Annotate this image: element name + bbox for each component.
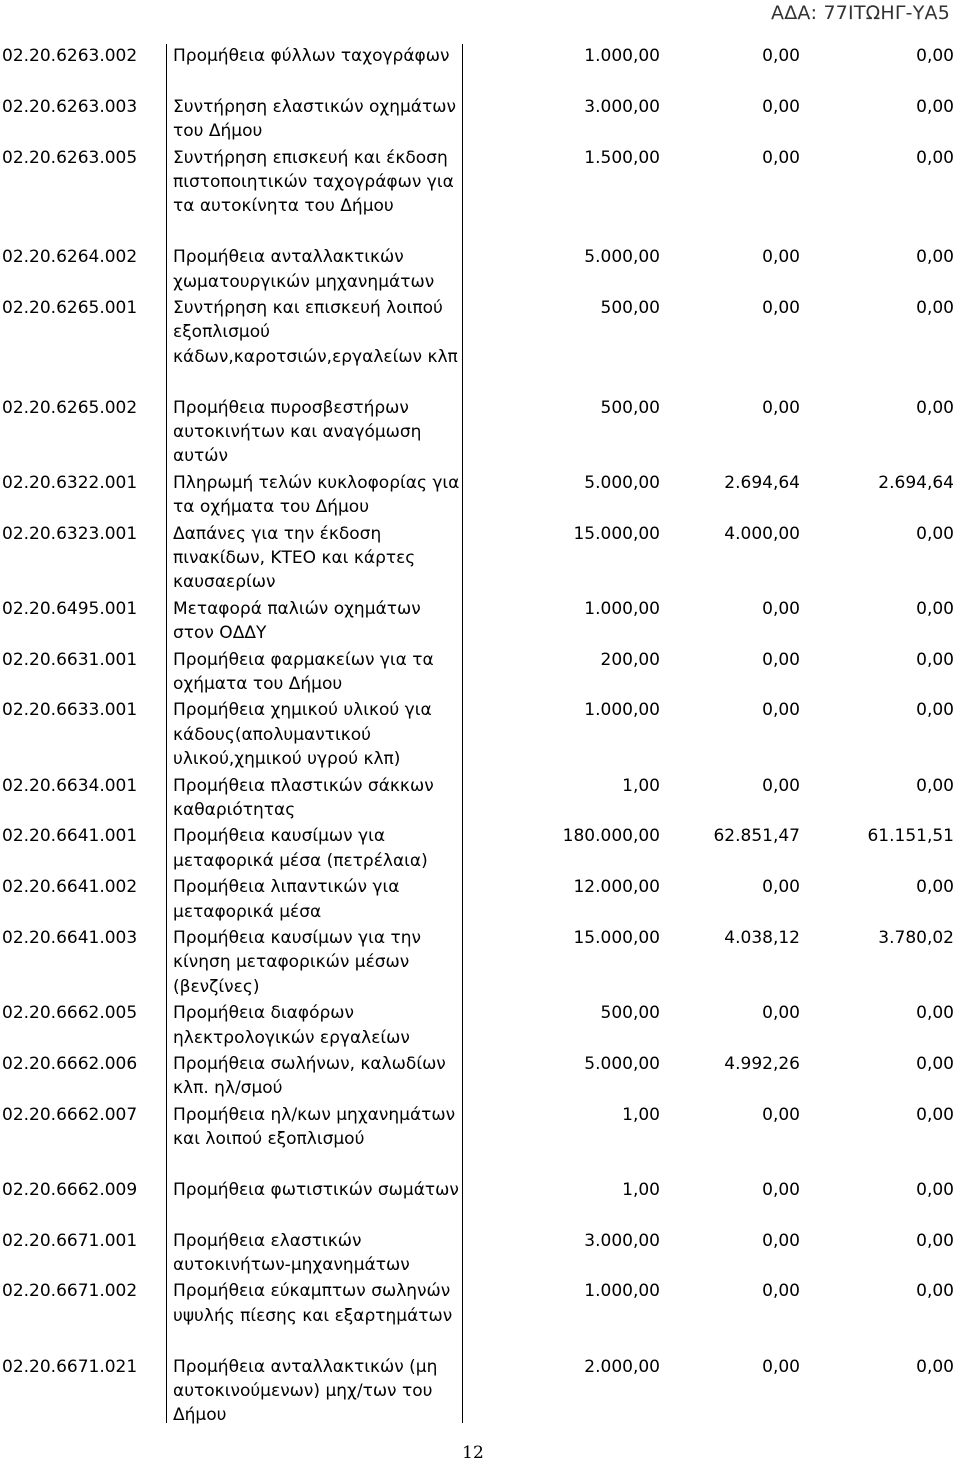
table-row xyxy=(0,1001,960,1052)
amount-committed: 0,00 xyxy=(762,247,800,268)
account-code: 02.20.6633.001 xyxy=(2,700,138,721)
amount-budget: 5.000,00 xyxy=(584,247,660,268)
amount-budget: 500,00 xyxy=(600,1003,660,1024)
item-description: Προμήθεια ελαστικών αυτοκινήτων-μηχανημάτων xyxy=(173,1230,410,1276)
account-code: 02.20.6495.001 xyxy=(2,598,138,619)
item-description: Προμήθεια φαρμακείων για τα οχήματα του Δήμου xyxy=(173,649,434,694)
amount-committed: 0,00 xyxy=(762,649,800,670)
account-code: 02.20.6671.021 xyxy=(2,1356,138,1377)
ada-code: ΑΔΑ: 77ΙΤΩΗΓ-ΥΑ5 xyxy=(771,2,950,24)
account-code: 02.20.6323.001 xyxy=(2,523,138,544)
amount-budget: 12.000,00 xyxy=(573,877,660,898)
amount-committed: 62.851,47 xyxy=(713,826,800,847)
amount-paid: 0,00 xyxy=(916,96,954,117)
item-description: Προμήθεια ανταλλακτικών χωματουργικών μηχανημάτων xyxy=(173,247,435,292)
amount-budget: 2.000,00 xyxy=(584,1356,660,1377)
budget-table xyxy=(0,44,960,1430)
amount-budget: 3.000,00 xyxy=(584,1230,660,1251)
account-code: 02.20.6264.002 xyxy=(2,247,138,268)
amount-committed: 0,00 xyxy=(762,700,800,721)
item-description: Προμήθεια πλαστικών σάκκων καθαριότητας xyxy=(173,775,434,820)
account-code: 02.20.6662.005 xyxy=(2,1003,138,1024)
amount-budget: 500,00 xyxy=(600,397,660,418)
page-number: 12 xyxy=(462,1443,484,1463)
amount-paid: 0,00 xyxy=(916,598,954,619)
amount-committed: 0,00 xyxy=(762,147,800,168)
amount-committed: 0,00 xyxy=(762,1104,800,1125)
amount-budget: 1.500,00 xyxy=(584,147,660,168)
amount-paid: 0,00 xyxy=(916,147,954,168)
table-row xyxy=(0,396,960,471)
account-code: 02.20.6662.007 xyxy=(2,1104,138,1125)
amount-paid: 0,00 xyxy=(916,649,954,670)
amount-paid: 0,00 xyxy=(916,397,954,418)
amount-budget: 1.000,00 xyxy=(584,700,660,721)
item-description: Προμήθεια καυσίμων για την κίνηση μεταφορικών μέσων (βενζίνες) xyxy=(173,927,421,997)
amount-committed: 0,00 xyxy=(762,1281,800,1302)
amount-budget: 500,00 xyxy=(600,297,660,318)
item-description: Συντήρηση και επισκευή λοιπού εξοπλισμού κάδων,καροτσιών,εργαλείων κλπ xyxy=(173,297,458,367)
table-row xyxy=(0,1178,960,1229)
table-row xyxy=(0,824,960,875)
amount-paid: 61.151,51 xyxy=(867,826,954,847)
amount-committed: 0,00 xyxy=(762,297,800,318)
amount-budget: 15.000,00 xyxy=(573,523,660,544)
table-row xyxy=(0,698,960,773)
amount-committed: 0,00 xyxy=(762,46,800,66)
table-row xyxy=(0,875,960,926)
amount-budget: 15.000,00 xyxy=(573,927,660,948)
account-code: 02.20.6671.001 xyxy=(2,1230,138,1251)
table-row xyxy=(0,597,960,648)
item-description: Προμήθεια ανταλλακτικών (μη αυτοκινούμενων) μηχ/των του Δήμου xyxy=(173,1356,438,1426)
item-description: Συντήρηση ελαστικών οχημάτων του Δήμου xyxy=(173,96,456,142)
amount-committed: 4.992,26 xyxy=(724,1053,800,1074)
item-description: Προμήθεια εύκαμπτων σωληνών υψυλής πίεσης και εξαρτημάτων xyxy=(173,1281,453,1326)
table-row xyxy=(0,926,960,1001)
amount-paid: 0,00 xyxy=(916,1104,954,1125)
amount-paid: 0,00 xyxy=(916,1356,954,1377)
amount-budget: 5.000,00 xyxy=(584,1053,660,1074)
amount-committed: 0,00 xyxy=(762,1003,800,1024)
amount-committed: 0,00 xyxy=(762,598,800,619)
amount-paid: 0,00 xyxy=(916,1179,954,1200)
item-description: Συντήρηση επισκευή και έκδοση πιστοποιητικών ταχογράφων για τα αυτοκίνητα του Δήμου xyxy=(173,147,454,217)
amount-paid: 3.780,02 xyxy=(878,927,954,948)
amount-committed: 4.000,00 xyxy=(724,523,800,544)
amount-committed: 0,00 xyxy=(762,775,800,796)
amount-budget: 1,00 xyxy=(622,1104,660,1125)
amount-committed: 0,00 xyxy=(762,877,800,898)
amount-paid: 0,00 xyxy=(916,247,954,268)
amount-budget: 180.000,00 xyxy=(562,826,660,847)
amount-committed: 0,00 xyxy=(762,397,800,418)
amount-budget: 1.000,00 xyxy=(584,1281,660,1302)
item-description: Προμήθεια καυσίμων για μεταφορικά μέσα (πετρέλαια) xyxy=(173,826,428,871)
amount-paid: 0,00 xyxy=(916,1053,954,1074)
account-code: 02.20.6634.001 xyxy=(2,775,138,796)
table-row xyxy=(0,774,960,825)
item-description: Προμήθεια χημικού υλικού για κάδους(απολυμαντικού υλικού,χημικού υγρού κλπ) xyxy=(173,700,432,770)
amount-paid: 2.694,64 xyxy=(878,472,954,493)
amount-budget: 1,00 xyxy=(622,1179,660,1200)
amount-paid: 0,00 xyxy=(916,775,954,796)
item-description: Δαπάνες για την έκδοση πινακίδων, ΚΤΕΟ και κάρτες καυσαερίων xyxy=(173,523,416,593)
account-code: 02.20.6263.005 xyxy=(2,147,138,168)
table-row xyxy=(0,44,960,95)
table-row xyxy=(0,1052,960,1103)
item-description: Προμήθεια φύλλων ταχογράφων xyxy=(173,46,450,66)
amount-budget: 1,00 xyxy=(622,775,660,796)
amount-paid: 0,00 xyxy=(916,297,954,318)
account-code: 02.20.6641.002 xyxy=(2,877,138,898)
account-code: 02.20.6263.003 xyxy=(2,96,138,117)
table-row xyxy=(0,1355,960,1430)
account-code: 02.20.6671.002 xyxy=(2,1281,138,1302)
table-row xyxy=(0,95,960,146)
account-code: 02.20.6263.002 xyxy=(2,46,138,66)
amount-committed: 0,00 xyxy=(762,1179,800,1200)
account-code: 02.20.6265.001 xyxy=(2,297,138,318)
amount-paid: 0,00 xyxy=(916,700,954,721)
item-description: Προμήθεια ηλ/κων μηχανημάτων και λοιπού εξοπλισμού xyxy=(173,1104,456,1150)
table-row xyxy=(0,245,960,296)
item-description: Προμήθεια σωλήνων, καλωδίων κλπ. ηλ/σμού xyxy=(173,1053,446,1099)
amount-committed: 0,00 xyxy=(762,96,800,117)
account-code: 02.20.6641.003 xyxy=(2,927,138,948)
amount-budget: 1.000,00 xyxy=(584,598,660,619)
table-row xyxy=(0,1103,960,1178)
table-row xyxy=(0,648,960,699)
table-row xyxy=(0,296,960,396)
item-description: Πληρωμή τελών κυκλοφορίας για τα οχήματα του Δήμου xyxy=(173,472,460,518)
account-code: 02.20.6265.002 xyxy=(2,397,138,418)
amount-committed: 4.038,12 xyxy=(724,927,800,948)
table-row xyxy=(0,1279,960,1354)
table-row xyxy=(0,1229,960,1280)
account-code: 02.20.6322.001 xyxy=(2,472,138,493)
item-description: Μεταφορά παλιών οχημάτων στον ΟΔΔΥ xyxy=(173,598,421,644)
amount-paid: 0,00 xyxy=(916,46,954,66)
amount-budget: 1.000,00 xyxy=(584,46,660,66)
table-row xyxy=(0,146,960,246)
amount-paid: 0,00 xyxy=(916,523,954,544)
amount-committed: 0,00 xyxy=(762,1356,800,1377)
amount-paid: 0,00 xyxy=(916,1281,954,1302)
amount-committed: 2.694,64 xyxy=(724,472,800,493)
amount-paid: 0,00 xyxy=(916,1230,954,1251)
amount-paid: 0,00 xyxy=(916,1003,954,1024)
table-row xyxy=(0,471,960,522)
amount-paid: 0,00 xyxy=(916,877,954,898)
account-code: 02.20.6662.006 xyxy=(2,1053,138,1074)
item-description: Προμήθεια πυροσβεστήρων αυτοκινήτων και αναγόμωση αυτών xyxy=(173,397,422,467)
account-code: 02.20.6662.009 xyxy=(2,1179,138,1200)
item-description: Προμήθεια διαφόρων ηλεκτρολογικών εργαλείων xyxy=(173,1003,410,1048)
amount-committed: 0,00 xyxy=(762,1230,800,1251)
item-description: Προμήθεια λιπαντικών για μεταφορικά μέσα xyxy=(173,877,400,922)
amount-budget: 3.000,00 xyxy=(584,96,660,117)
amount-budget: 200,00 xyxy=(600,649,660,670)
account-code: 02.20.6641.001 xyxy=(2,826,138,847)
table-row xyxy=(0,522,960,597)
account-code: 02.20.6631.001 xyxy=(2,649,138,670)
item-description: Προμήθεια φωτιστικών σωμάτων xyxy=(173,1179,459,1200)
amount-budget: 5.000,00 xyxy=(584,472,660,493)
